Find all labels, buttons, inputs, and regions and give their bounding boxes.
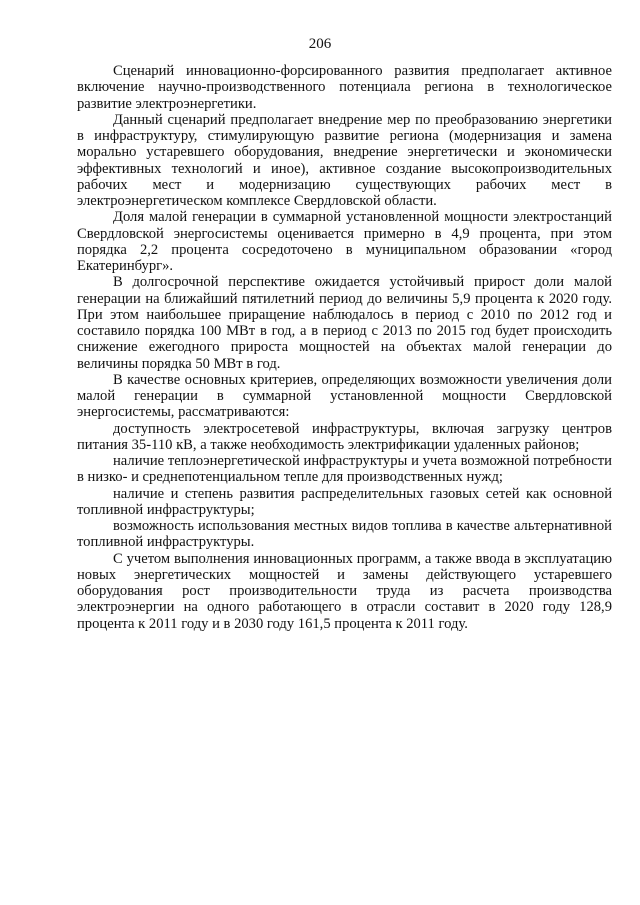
paragraph-small-generation-share: Доля малой генерации в суммарной установленной мощности электростанций Свердловской энергосистемы оценивается примерно в 4,9 процента, при этом порядка 2,2 процента сосредоточено в муниципальном образовании «город Екатеринбург».: [77, 209, 612, 274]
paragraph-criteria-intro: В качестве основных критериев, определяющих возможности увеличения доли малой генерации в суммарной установленной мощности Свердловской энергосистемы, рассматриваются:: [77, 371, 612, 421]
document-body: [77, 63, 612, 632]
paragraph-criterion-gas: наличие и степень развития распределительных газовых сетей как основной топливной инфраструктуры;: [77, 485, 612, 518]
page-number: 206: [308, 36, 332, 52]
paragraph-scenario-intro: Сценарий инновационно-форсированного развития предполагает активное включение научно-производственного потенциала региона в технологическое развитие электроэнергетики.: [77, 63, 612, 112]
paragraph-criterion-local-fuel: возможность использования местных видов топлива в качестве альтернативной топливной инфраструктуры.: [77, 518, 612, 551]
paragraph-long-term-outlook: В долгосрочной перспективе ожидается устойчивый прирост доли малой генерации на ближайший пятилетний период до величины 5,9 процента к 2020 году. При этом наибольшее приращение наблюдалось в период с 2010 по 2012 год и составило порядка 100 МВт в год, а в период с 2013 по 2015 год будет происходить снижение ежегодного прироста мощностей на объектах малой генерации до величины порядка 50 МВт в год.: [77, 274, 612, 372]
paragraph-productivity-forecast: С учетом выполнения инновационных программ, а также ввода в эксплуатацию новых энергетических мощностей и замены действующего устаревшего оборудования рост производительности труда из расчета производства электроэнергии на одного работающего в отрасли составит в 2020 году 128,9 процента к 2011 году и в 2030 году 161,5 процента к 2011 году.: [77, 550, 612, 632]
paragraph-criterion-heat: наличие теплоэнергетической инфраструктуры и учета возможной потребности в низко- и среднепотенциальном тепле для производственных нужд;: [77, 453, 612, 486]
paragraph-scenario-measures: Данный сценарий предполагает внедрение мер по преобразованию энергетики в инфраструктуру, стимулирующую развитие региона (модернизация и замена морально устаревшего оборудования, внедрение энергетически и экономически эффективных технологий и иное), активное создание высокопроизводительных рабочих мест и модернизацию существующих рабочих мест в электроэнергетическом комплексе Свердловской области.: [77, 111, 612, 209]
paragraph-criterion-grid: доступность электросетевой инфраструктуры, включая загрузку центров питания 35-110 кВ, а также необходимость электрификации удаленных районов;: [77, 420, 612, 453]
